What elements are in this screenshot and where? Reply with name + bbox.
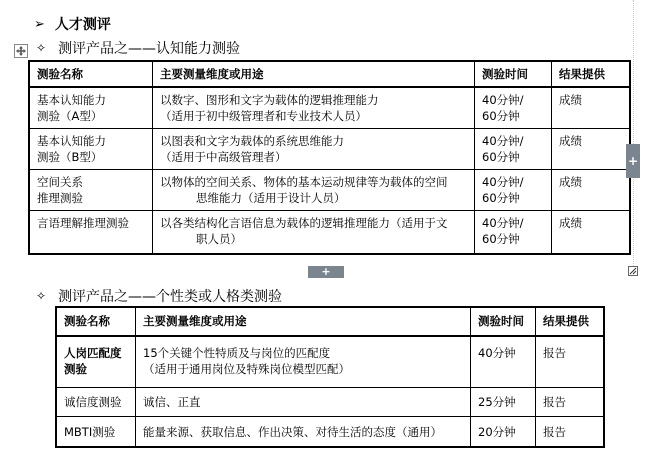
dimension-line: （适用于初中级管理者和专业技术人员） xyxy=(160,109,367,123)
table-row xyxy=(57,417,604,447)
dimension-line: 15个关键个性特质及与岗位的匹配度 xyxy=(143,345,331,360)
dimension-cell[interactable]: 能量来源、获取信息、作出决策、对待生活的态度（通用） xyxy=(136,417,471,447)
add-column-button[interactable]: + xyxy=(626,144,640,178)
duration-cell[interactable] xyxy=(475,170,552,211)
duration-line: 60分钟 xyxy=(482,150,520,164)
dimension-line: 职人员） xyxy=(196,232,242,246)
test-name-line: 基本认知能力 xyxy=(37,93,106,107)
dimension-cell[interactable] xyxy=(153,211,475,254)
test-name-line: 测验 xyxy=(64,361,87,376)
table-row xyxy=(57,336,604,388)
test-name-line: 测验（B型） xyxy=(37,150,103,164)
section1-title: 测评产品之——认知能力测验 xyxy=(58,41,241,57)
test-name-cell[interactable] xyxy=(30,129,153,170)
duration-cell[interactable] xyxy=(475,129,552,170)
header-result: 结果提供 xyxy=(552,62,630,88)
main-heading xyxy=(34,14,111,34)
table-row xyxy=(30,211,630,254)
test-name-line: 基本认知能力 xyxy=(37,134,106,148)
result-cell[interactable]: 成绩 xyxy=(552,170,630,211)
column-guide-line xyxy=(633,0,634,270)
dimension-cell[interactable] xyxy=(153,129,475,170)
arrow-bullet-icon: ➢ xyxy=(34,16,45,32)
test-name-cell[interactable]: MBTI测验 xyxy=(57,417,136,447)
header-duration: 测验时间 xyxy=(475,62,552,88)
result-cell[interactable]: 成绩 xyxy=(552,87,630,129)
table-header-row xyxy=(30,62,630,88)
diamond-bullet-icon: ✧ xyxy=(36,289,47,303)
result-cell[interactable]: 报告 xyxy=(536,417,604,447)
diamond-bullet-icon: ✧ xyxy=(36,41,47,55)
section1-heading xyxy=(36,38,240,58)
test-name-cell[interactable] xyxy=(57,336,136,388)
result-cell[interactable]: 报告 xyxy=(536,388,604,417)
dimension-cell[interactable]: 诚信、正直 xyxy=(136,388,471,417)
dimension-line: 以各类结构化言语信息为载体的逻辑推理能力（适用于文 xyxy=(160,216,448,230)
header-dimension: 主要测量维度或用途 xyxy=(136,308,471,336)
duration-cell[interactable]: 40分钟 xyxy=(471,336,536,388)
duration-cell[interactable]: 25分钟 xyxy=(471,388,536,417)
table-row xyxy=(30,87,630,129)
test-name-cell[interactable]: 诚信度测验 xyxy=(57,388,136,417)
header-duration: 测验时间 xyxy=(471,308,536,336)
header-result: 结果提供 xyxy=(536,308,604,336)
personality-tests-table xyxy=(56,307,604,447)
duration-line: 40分钟/ xyxy=(482,93,524,107)
test-name-cell[interactable] xyxy=(30,170,153,211)
add-row-button[interactable]: + xyxy=(308,266,344,278)
table-move-handle-icon[interactable] xyxy=(14,44,28,58)
duration-cell[interactable]: 20分钟 xyxy=(471,417,536,447)
main-heading-title: 人才测评 xyxy=(54,17,111,33)
header-dimension: 主要测量维度或用途 xyxy=(153,62,475,88)
table-resize-handle-icon[interactable] xyxy=(628,266,638,276)
test-name-line: 推理测验 xyxy=(37,191,83,205)
result-cell[interactable]: 成绩 xyxy=(552,129,630,170)
table-header-row xyxy=(57,308,604,336)
dimension-cell[interactable] xyxy=(136,336,471,388)
test-name-line: 空间关系 xyxy=(37,175,83,189)
cognitive-tests-table xyxy=(29,61,630,254)
duration-cell[interactable] xyxy=(475,211,552,254)
table-row xyxy=(57,388,604,417)
dimension-cell[interactable] xyxy=(153,170,475,211)
dimension-line: 以数字、图形和文字为载体的逻辑推理能力 xyxy=(160,93,379,107)
duration-line: 60分钟 xyxy=(482,232,520,246)
duration-line: 40分钟/ xyxy=(482,175,524,189)
section2-title: 测评产品之——个性类或人格类测验 xyxy=(58,289,283,305)
header-test-name: 测验名称 xyxy=(57,308,136,336)
section2-heading xyxy=(36,286,282,306)
test-name-line: 人岗匹配度 xyxy=(64,345,122,360)
test-name-cell[interactable]: 言语理解推理测验 xyxy=(30,211,153,254)
result-cell[interactable]: 报告 xyxy=(536,336,604,388)
test-name-line: 测验（A型） xyxy=(37,109,103,123)
table-row xyxy=(30,129,630,170)
table-row xyxy=(30,170,630,211)
duration-line: 60分钟 xyxy=(482,191,520,205)
dimension-line: 思维能力（适用于设计人员） xyxy=(196,191,346,205)
dimension-line: 以物体的空间关系、物体的基本运动规律等为载体的空间 xyxy=(160,175,448,189)
test-name-cell[interactable] xyxy=(30,87,153,129)
duration-cell[interactable] xyxy=(475,87,552,129)
duration-line: 60分钟 xyxy=(482,109,520,123)
header-test-name: 测验名称 xyxy=(30,62,153,88)
result-cell[interactable]: 成绩 xyxy=(552,211,630,254)
dimension-cell[interactable] xyxy=(153,87,475,129)
duration-line: 40分钟/ xyxy=(482,134,524,148)
dimension-line: 以图表和文字为载体的系统思维能力 xyxy=(160,134,344,148)
duration-line: 40分钟/ xyxy=(482,216,524,230)
dimension-line: （适用于中高级管理者） xyxy=(160,150,287,164)
dimension-line: （适用于通用岗位及特殊岗位模型匹配） xyxy=(143,361,350,376)
